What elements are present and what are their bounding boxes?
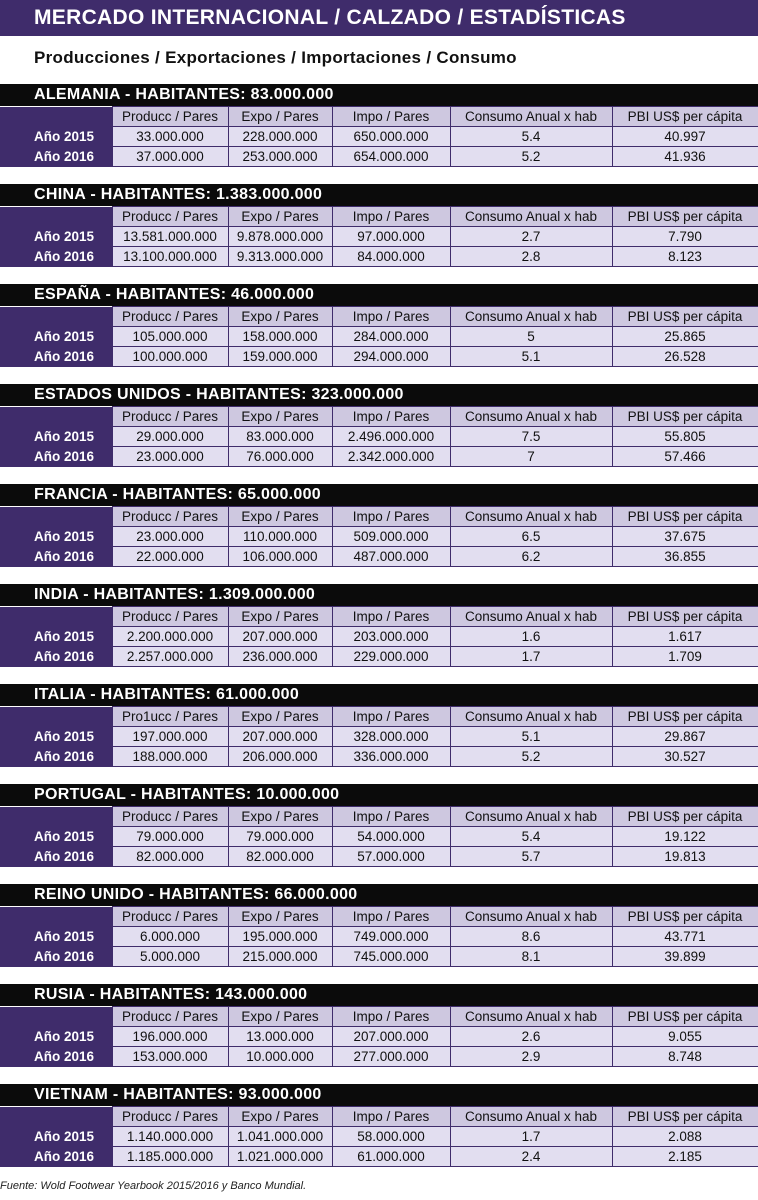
column-header: Producc / Pares [112, 307, 228, 327]
table-header-row [0, 307, 758, 327]
year-label: Año 2015 [0, 427, 112, 447]
column-header: PBI US$ per cápita [612, 1007, 758, 1027]
table-cell: 57.466 [612, 447, 758, 467]
table-cell: 2.496.000.000 [332, 427, 450, 447]
country-section [0, 384, 758, 467]
column-header: Impo / Pares [332, 307, 450, 327]
column-header: Expo / Pares [228, 907, 332, 927]
header-corner [0, 1007, 112, 1027]
table-header-row [0, 507, 758, 527]
table-row [0, 847, 758, 867]
table-cell: 61.000.000 [332, 1147, 450, 1167]
column-header: Consumo Anual x hab [450, 907, 612, 927]
page-title: MERCADO INTERNACIONAL / CALZADO / ESTADÍSTICAS [0, 0, 758, 36]
table-cell: 2.185 [612, 1147, 758, 1167]
column-header: Consumo Anual x hab [450, 107, 612, 127]
table-cell: 97.000.000 [332, 227, 450, 247]
table-row [0, 547, 758, 567]
column-header: Expo / Pares [228, 1107, 332, 1127]
year-label: Año 2015 [0, 1127, 112, 1147]
country-section [0, 584, 758, 667]
table-cell: 328.000.000 [332, 727, 450, 747]
country-title: ITALIA - HABITANTES: 61.000.000 [0, 684, 758, 706]
table-row [0, 1027, 758, 1047]
table-cell: 55.805 [612, 427, 758, 447]
year-label: Año 2016 [0, 147, 112, 167]
table-cell: 26.528 [612, 347, 758, 367]
table-cell: 29.867 [612, 727, 758, 747]
year-label: Año 2016 [0, 847, 112, 867]
year-label: Año 2015 [0, 527, 112, 547]
column-header: Expo / Pares [228, 407, 332, 427]
table-cell: 6.000.000 [112, 927, 228, 947]
table-row [0, 1047, 758, 1067]
table-cell: 25.865 [612, 327, 758, 347]
table-cell: 33.000.000 [112, 127, 228, 147]
table-header-row [0, 707, 758, 727]
table-cell: 5.4 [450, 127, 612, 147]
year-label: Año 2016 [0, 947, 112, 967]
table-cell: 294.000.000 [332, 347, 450, 367]
country-section [0, 784, 758, 867]
table-cell: 277.000.000 [332, 1047, 450, 1067]
header-corner [0, 1107, 112, 1127]
column-header: Impo / Pares [332, 607, 450, 627]
table-cell: 8.748 [612, 1047, 758, 1067]
table-cell: 197.000.000 [112, 727, 228, 747]
column-header: PBI US$ per cápita [612, 107, 758, 127]
column-header: Producc / Pares [112, 407, 228, 427]
column-header: Impo / Pares [332, 807, 450, 827]
header-corner [0, 207, 112, 227]
table-cell: 9.878.000.000 [228, 227, 332, 247]
year-label: Año 2015 [0, 127, 112, 147]
country-title: INDIA - HABITANTES: 1.309.000.000 [0, 584, 758, 606]
column-header: Pro1ucc / Pares [112, 707, 228, 727]
column-header: Consumo Anual x hab [450, 407, 612, 427]
table-cell: 2.6 [450, 1027, 612, 1047]
table-cell: 13.100.000.000 [112, 247, 228, 267]
table-cell: 110.000.000 [228, 527, 332, 547]
table-cell: 43.771 [612, 927, 758, 947]
country-section [0, 184, 758, 267]
table-cell: 23.000.000 [112, 527, 228, 547]
column-header: PBI US$ per cápita [612, 407, 758, 427]
table-cell: 9.055 [612, 1027, 758, 1047]
table-cell: 58.000.000 [332, 1127, 450, 1147]
table-cell: 253.000.000 [228, 147, 332, 167]
column-header: Impo / Pares [332, 707, 450, 727]
country-section [0, 284, 758, 367]
year-label: Año 2016 [0, 747, 112, 767]
table-row [0, 327, 758, 347]
table-row [0, 447, 758, 467]
table-cell: 7.790 [612, 227, 758, 247]
stats-table [0, 306, 758, 367]
table-cell: 228.000.000 [228, 127, 332, 147]
table-cell: 57.000.000 [332, 847, 450, 867]
year-label: Año 2016 [0, 1147, 112, 1167]
table-cell: 5.1 [450, 347, 612, 367]
stats-table [0, 106, 758, 167]
column-header: Producc / Pares [112, 107, 228, 127]
country-title: ESTADOS UNIDOS - HABITANTES: 323.000.000 [0, 384, 758, 406]
column-header: Expo / Pares [228, 107, 332, 127]
table-cell: 82.000.000 [228, 847, 332, 867]
column-header: Impo / Pares [332, 907, 450, 927]
header-corner [0, 307, 112, 327]
country-section [0, 84, 758, 167]
country-section [0, 484, 758, 567]
column-header: PBI US$ per cápita [612, 707, 758, 727]
stats-table [0, 806, 758, 867]
table-cell: 1.7 [450, 1127, 612, 1147]
year-label: Año 2015 [0, 227, 112, 247]
table-cell: 5.000.000 [112, 947, 228, 967]
country-section [0, 884, 758, 967]
column-header: Producc / Pares [112, 607, 228, 627]
country-sections [0, 84, 758, 1184]
table-header-row [0, 607, 758, 627]
column-header: Impo / Pares [332, 107, 450, 127]
country-section [0, 1084, 758, 1167]
column-header: Expo / Pares [228, 807, 332, 827]
table-cell: 1.617 [612, 627, 758, 647]
year-label: Año 2015 [0, 627, 112, 647]
column-header: Impo / Pares [332, 507, 450, 527]
table-cell: 19.122 [612, 827, 758, 847]
country-title: ESPAÑA - HABITANTES: 46.000.000 [0, 284, 758, 306]
column-header: Producc / Pares [112, 1107, 228, 1127]
column-header: Expo / Pares [228, 1007, 332, 1027]
table-cell: 36.855 [612, 547, 758, 567]
table-row [0, 347, 758, 367]
header-corner [0, 807, 112, 827]
column-header: Consumo Anual x hab [450, 307, 612, 327]
table-cell: 1.709 [612, 647, 758, 667]
column-header: Expo / Pares [228, 707, 332, 727]
table-cell: 79.000.000 [228, 827, 332, 847]
table-cell: 487.000.000 [332, 547, 450, 567]
table-row [0, 427, 758, 447]
country-title: CHINA - HABITANTES: 1.383.000.000 [0, 184, 758, 206]
stats-table [0, 1106, 758, 1167]
country-title: REINO UNIDO - HABITANTES: 66.000.000 [0, 884, 758, 906]
stats-table [0, 506, 758, 567]
table-row [0, 127, 758, 147]
table-row [0, 627, 758, 647]
column-header: Producc / Pares [112, 807, 228, 827]
table-cell: 2.4 [450, 1147, 612, 1167]
table-cell: 83.000.000 [228, 427, 332, 447]
year-label: Año 2016 [0, 1047, 112, 1067]
table-cell: 106.000.000 [228, 547, 332, 567]
table-cell: 284.000.000 [332, 327, 450, 347]
column-header: Producc / Pares [112, 1007, 228, 1027]
table-row [0, 647, 758, 667]
table-row [0, 227, 758, 247]
stats-table [0, 1006, 758, 1067]
column-header: Expo / Pares [228, 507, 332, 527]
table-cell: 22.000.000 [112, 547, 228, 567]
table-cell: 37.675 [612, 527, 758, 547]
table-cell: 206.000.000 [228, 747, 332, 767]
table-cell: 2.342.000.000 [332, 447, 450, 467]
country-title: FRANCIA - HABITANTES: 65.000.000 [0, 484, 758, 506]
country-section [0, 984, 758, 1067]
table-cell: 23.000.000 [112, 447, 228, 467]
table-cell: 5.7 [450, 847, 612, 867]
column-header: PBI US$ per cápita [612, 607, 758, 627]
column-header: Impo / Pares [332, 1107, 450, 1127]
table-cell: 29.000.000 [112, 427, 228, 447]
stats-table [0, 706, 758, 767]
table-cell: 207.000.000 [332, 1027, 450, 1047]
table-cell: 203.000.000 [332, 627, 450, 647]
page-subtitle: Producciones / Exportaciones / Importaciones / Consumo [34, 48, 517, 67]
year-label: Año 2016 [0, 647, 112, 667]
table-header-row [0, 1107, 758, 1127]
stats-table [0, 606, 758, 667]
year-label: Año 2016 [0, 447, 112, 467]
table-cell: 1.021.000.000 [228, 1147, 332, 1167]
table-cell: 196.000.000 [112, 1027, 228, 1047]
stats-table [0, 906, 758, 967]
table-cell: 10.000.000 [228, 1047, 332, 1067]
column-header: Consumo Anual x hab [450, 207, 612, 227]
country-title: RUSIA - HABITANTES: 143.000.000 [0, 984, 758, 1006]
table-row [0, 827, 758, 847]
table-row [0, 1127, 758, 1147]
table-cell: 2.088 [612, 1127, 758, 1147]
year-label: Año 2015 [0, 827, 112, 847]
table-cell: 229.000.000 [332, 647, 450, 667]
table-cell: 100.000.000 [112, 347, 228, 367]
table-cell: 650.000.000 [332, 127, 450, 147]
table-cell: 37.000.000 [112, 147, 228, 167]
source-footnote: Fuente: Wold Footwear Yearbook 2015/2016 y Banco Mundial. [0, 1180, 307, 1192]
table-header-row [0, 1007, 758, 1027]
column-header: Impo / Pares [332, 207, 450, 227]
table-header-row [0, 107, 758, 127]
table-cell: 40.997 [612, 127, 758, 147]
table-cell: 6.2 [450, 547, 612, 567]
table-cell: 30.527 [612, 747, 758, 767]
table-cell: 7.5 [450, 427, 612, 447]
table-cell: 2.257.000.000 [112, 647, 228, 667]
table-cell: 76.000.000 [228, 447, 332, 467]
table-cell: 207.000.000 [228, 627, 332, 647]
table-cell: 8.123 [612, 247, 758, 267]
table-cell: 39.899 [612, 947, 758, 967]
header-corner [0, 507, 112, 527]
table-cell: 2.200.000.000 [112, 627, 228, 647]
table-cell: 159.000.000 [228, 347, 332, 367]
table-row [0, 727, 758, 747]
table-header-row [0, 907, 758, 927]
table-header-row [0, 807, 758, 827]
column-header: Expo / Pares [228, 607, 332, 627]
header-corner [0, 107, 112, 127]
stats-table [0, 406, 758, 467]
year-label: Año 2016 [0, 347, 112, 367]
table-cell: 8.6 [450, 927, 612, 947]
header-corner [0, 607, 112, 627]
column-header: Impo / Pares [332, 1007, 450, 1027]
country-title: PORTUGAL - HABITANTES: 10.000.000 [0, 784, 758, 806]
table-cell: 236.000.000 [228, 647, 332, 667]
column-header: Expo / Pares [228, 207, 332, 227]
column-header: Consumo Anual x hab [450, 1107, 612, 1127]
table-cell: 82.000.000 [112, 847, 228, 867]
table-cell: 336.000.000 [332, 747, 450, 767]
column-header: PBI US$ per cápita [612, 807, 758, 827]
table-row [0, 247, 758, 267]
year-label: Año 2015 [0, 327, 112, 347]
column-header: Consumo Anual x hab [450, 507, 612, 527]
table-cell: 1.140.000.000 [112, 1127, 228, 1147]
table-cell: 6.5 [450, 527, 612, 547]
header-corner [0, 707, 112, 727]
table-cell: 8.1 [450, 947, 612, 967]
table-row [0, 747, 758, 767]
column-header: Impo / Pares [332, 407, 450, 427]
table-cell: 1.6 [450, 627, 612, 647]
column-header: Producc / Pares [112, 207, 228, 227]
table-cell: 13.581.000.000 [112, 227, 228, 247]
table-row [0, 1147, 758, 1167]
table-cell: 1.185.000.000 [112, 1147, 228, 1167]
column-header: Producc / Pares [112, 907, 228, 927]
column-header: PBI US$ per cápita [612, 1107, 758, 1127]
header-corner [0, 407, 112, 427]
table-cell: 153.000.000 [112, 1047, 228, 1067]
country-title: ALEMANIA - HABITANTES: 83.000.000 [0, 84, 758, 106]
table-cell: 749.000.000 [332, 927, 450, 947]
table-cell: 19.813 [612, 847, 758, 867]
table-cell: 5.4 [450, 827, 612, 847]
table-row [0, 527, 758, 547]
column-header: Consumo Anual x hab [450, 607, 612, 627]
country-section [0, 684, 758, 767]
year-label: Año 2016 [0, 547, 112, 567]
column-header: PBI US$ per cápita [612, 907, 758, 927]
table-cell: 1.041.000.000 [228, 1127, 332, 1147]
table-row [0, 147, 758, 167]
column-header: Consumo Anual x hab [450, 1007, 612, 1027]
table-cell: 105.000.000 [112, 327, 228, 347]
header-corner [0, 907, 112, 927]
table-header-row [0, 407, 758, 427]
column-header: PBI US$ per cápita [612, 207, 758, 227]
table-cell: 207.000.000 [228, 727, 332, 747]
year-label: Año 2015 [0, 727, 112, 747]
year-label: Año 2015 [0, 927, 112, 947]
table-cell: 79.000.000 [112, 827, 228, 847]
table-cell: 5 [450, 327, 612, 347]
column-header: Producc / Pares [112, 507, 228, 527]
table-cell: 745.000.000 [332, 947, 450, 967]
table-cell: 2.7 [450, 227, 612, 247]
table-cell: 7 [450, 447, 612, 467]
year-label: Año 2016 [0, 247, 112, 267]
table-cell: 654.000.000 [332, 147, 450, 167]
column-header: PBI US$ per cápita [612, 307, 758, 327]
table-cell: 2.9 [450, 1047, 612, 1067]
table-cell: 41.936 [612, 147, 758, 167]
stats-table [0, 206, 758, 267]
table-cell: 13.000.000 [228, 1027, 332, 1047]
table-cell: 9.313.000.000 [228, 247, 332, 267]
column-header: Consumo Anual x hab [450, 707, 612, 727]
table-cell: 509.000.000 [332, 527, 450, 547]
table-row [0, 947, 758, 967]
column-header: Expo / Pares [228, 307, 332, 327]
table-cell: 84.000.000 [332, 247, 450, 267]
table-cell: 188.000.000 [112, 747, 228, 767]
table-cell: 5.2 [450, 747, 612, 767]
table-cell: 54.000.000 [332, 827, 450, 847]
table-cell: 195.000.000 [228, 927, 332, 947]
table-cell: 5.1 [450, 727, 612, 747]
column-header: PBI US$ per cápita [612, 507, 758, 527]
table-cell: 1.7 [450, 647, 612, 667]
year-label: Año 2015 [0, 1027, 112, 1047]
table-cell: 2.8 [450, 247, 612, 267]
table-cell: 215.000.000 [228, 947, 332, 967]
table-cell: 158.000.000 [228, 327, 332, 347]
column-header: Consumo Anual x hab [450, 807, 612, 827]
table-header-row [0, 207, 758, 227]
country-title: VIETNAM - HABITANTES: 93.000.000 [0, 1084, 758, 1106]
table-cell: 5.2 [450, 147, 612, 167]
table-row [0, 927, 758, 947]
